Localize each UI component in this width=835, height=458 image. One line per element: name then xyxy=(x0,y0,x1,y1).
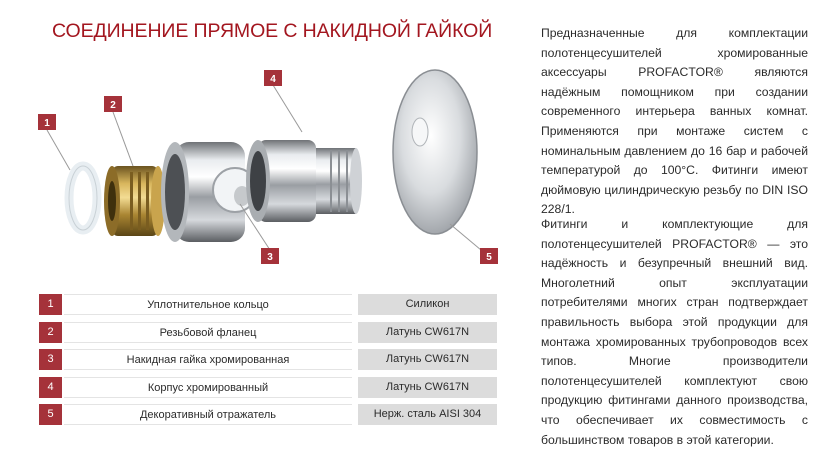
part-material: Силикон xyxy=(358,294,497,315)
row-number: 1 xyxy=(39,294,62,315)
chrome-body-part xyxy=(246,140,362,222)
svg-text:3: 3 xyxy=(267,252,273,263)
svg-text:1: 1 xyxy=(44,118,50,129)
part-name: Корпус хромированный xyxy=(64,377,352,398)
tag-1 xyxy=(38,114,56,130)
table-row xyxy=(36,292,498,320)
row-number: 5 xyxy=(39,404,62,425)
tag-2 xyxy=(104,96,122,112)
parts-table xyxy=(36,292,498,430)
table-row xyxy=(36,347,498,375)
svg-text:5: 5 xyxy=(486,252,492,263)
tag-5 xyxy=(480,248,498,264)
part-name: Декоративный отражатель xyxy=(64,404,352,425)
row-number: 2 xyxy=(39,322,62,343)
cap-nut-part xyxy=(161,142,257,242)
part-material: Латунь CW617N xyxy=(358,349,497,370)
row-number: 4 xyxy=(39,377,62,398)
description-paragraph-2: Фитинги и комплектующие для полотенцесушителей PROFACTOR® — это надёжность и безупречный внешний вид. Многолетний опыт эксплуатации потребителями многих стран подтверждает правильность выбора этой продукции для монтажа хромированных трубопроводов всех типов. Многие производители полотенцесушителей комплектуют свою продукцию фитингами данного производства, что обеспечивает их совместимость с большинством товаров в этой категории. xyxy=(541,217,808,447)
table-row xyxy=(36,402,498,430)
decorative-reflector-part xyxy=(393,70,477,234)
table-row xyxy=(36,375,498,403)
sealing-ring-part xyxy=(69,166,97,230)
part-material: Латунь CW617N xyxy=(358,322,497,343)
row-number: 3 xyxy=(39,349,62,370)
product-diagram xyxy=(30,62,510,280)
part-name: Резьбовой фланец xyxy=(64,322,352,343)
threaded-flange-part xyxy=(104,166,165,236)
part-name: Накидная гайка хромированная xyxy=(64,349,352,370)
page-title: СОЕДИНЕНИЕ ПРЯМОЕ С НАКИДНОЙ ГАЙКОЙ xyxy=(52,20,493,42)
tag-4 xyxy=(264,70,282,86)
svg-text:4: 4 xyxy=(270,74,276,85)
tag-3 xyxy=(261,248,279,264)
description-paragraph-1: Предназначенные для комплектации полотенцесушителей хромированные аксессуары PROFACTOR® являются надёжным помощником при создании современного интерьера ванных комнат. Применяются при монтаже систем с номинальным давлением до 16 бар и рабочей температурой до 100°С. Фитинги имеют дюймовую цилиндрическую резьбу по DIN ISO 228/1. xyxy=(541,26,808,217)
part-material: Нерж. сталь AISI 304 xyxy=(358,404,497,425)
svg-text:2: 2 xyxy=(110,100,116,111)
part-material: Латунь CW617N xyxy=(358,377,497,398)
part-name: Уплотнительное кольцо xyxy=(64,294,352,315)
table-row xyxy=(36,320,498,348)
